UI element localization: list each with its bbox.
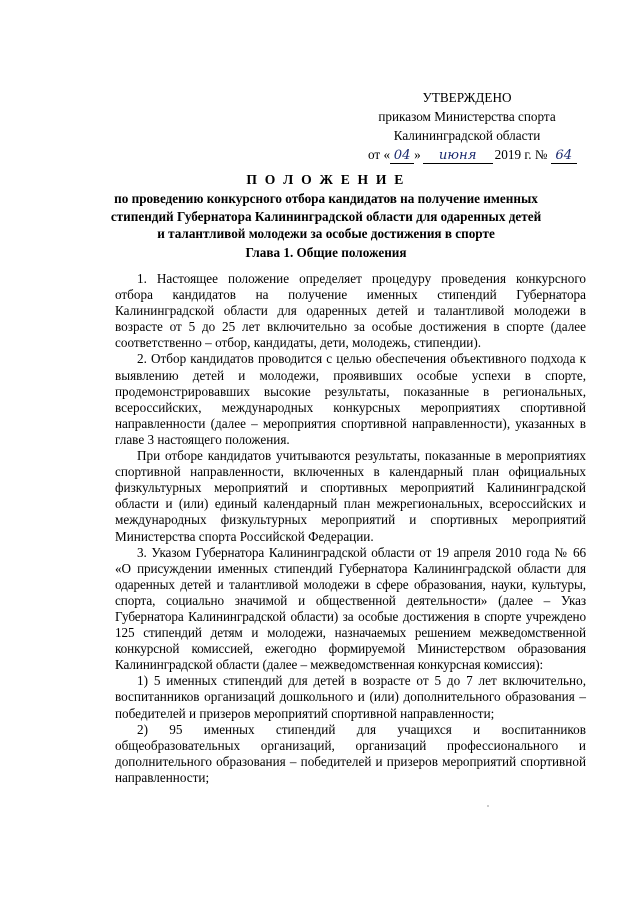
handwritten-day: 04 [390,148,414,164]
scan-dot [487,805,489,807]
paragraph-6: 2) 95 именных стипендий для учащихся и воспитанников общеобразовательных организаций, организаций профессионального и дополнительного образования – победителей и призеров мероприятий спортивной направленности; [115,721,586,785]
paragraph-5: 1) 5 именных стипендий для детей в возрасте от 5 до 7 лет включительно, воспитанников организаций дошкольного и (или) дополнительного образования – победителей и призеров мероприятий спортивной направленности; [115,673,586,721]
date-mid: » [414,147,421,162]
title-line-3: и талантливой молодежи за особые достижения в спорте [157,226,495,242]
paragraph-3: При отборе кандидатов учитываются результаты, показанные в мероприятиях спортивной направленности, включенных в календарный план официальных физкультурных мероприятий и спортивных мероприятий Калининградской области и (или) единый календарный план межрегиональных, всероссийских и международных физкультурных мероприятий и спортивных мероприятий Министерства спорта Российской Федерации. [115,448,586,544]
document-title [90,171,562,243]
handwritten-month: июня [423,148,493,164]
approval-date-line [362,145,572,164]
approved-label: УТВЕРЖДЕНО [422,90,512,105]
approval-region-line: Калининградской области [393,128,541,143]
paragraph-4: 3. Указом Губернатора Калининградской области от 19 апреля 2010 года № 66 «О присуждении именных стипендий Губернатора Калининградской области для одаренных детей и талантливой молодежи в сфере образования, науки, культуры, спорта, социально значимой и общественной деятельности» (далее – Указ Губернатора Калининградской области) за особые достижения в спорте учреждено 125 стипендий детям и молодежи, назначаемых решением межведомственной конкурсной комиссией, ежегодно формируемой Министерством образования Калининградской области (далее – межведомственная конкурсная комиссия): [115,544,586,673]
chapter-heading: Глава 1. Общие положения [245,245,407,260]
title-line-2: стипендий Губернатора Калининградской области для одаренных детей [110,208,542,224]
approval-stamp [362,88,572,164]
document-body [115,271,586,786]
title-heading: П О Л О Ж Е Н И Е [246,172,406,187]
paragraph-2: 2. Отбор кандидатов проводится с целью обеспечения объективного подхода к выявлению детей и молодежи, проявивших особые успехи в спорте, продемонстрировавших высокие результаты, показанные в региональных, всероссийских, международных конкурсных мероприятиях спортивной направленности (далее – мероприятия спортивной направленности), указанных в главе 3 настоящего положения. [115,351,586,447]
title-line-1: по проведению конкурсного отбора кандидатов на получение именных [114,191,538,207]
date-year: 2019 г. № [494,147,548,162]
paragraph-1: 1. Настоящее положение определяет процедуру проведения конкурсного отбора кандидатов на получение именных стипендий Губернатора Калининградской области для одаренных детей и талантливой молодежи в возрасте от 5 до 25 лет включительно за особые достижения в спорте (далее соответственно – отбор, кандидаты, дети, молодежь, стипендии). [115,271,586,351]
date-prefix: от « [368,147,391,162]
approval-order-line: приказом Министерства спорта [378,109,556,124]
handwritten-order-number: 64 [551,148,577,164]
